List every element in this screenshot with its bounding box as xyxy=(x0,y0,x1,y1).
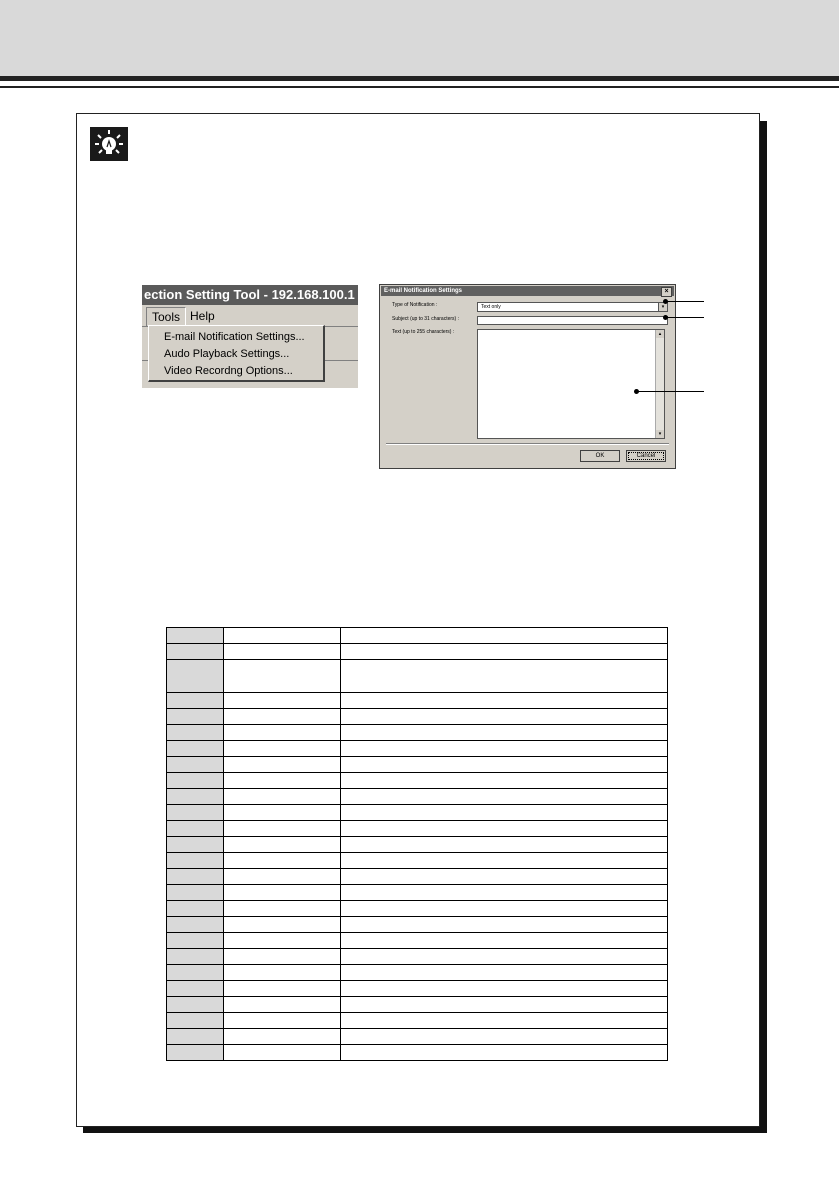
menu-tools[interactable]: Tools xyxy=(146,307,186,327)
table-cell xyxy=(341,709,668,725)
table-row xyxy=(167,741,668,757)
table-cell xyxy=(167,869,224,885)
table-cell xyxy=(341,949,668,965)
table-cell xyxy=(341,789,668,805)
menu-help[interactable]: Help xyxy=(190,309,215,323)
table-cell xyxy=(167,741,224,757)
table-row xyxy=(167,805,668,821)
table-cell xyxy=(167,773,224,789)
table-row xyxy=(167,709,668,725)
table-cell xyxy=(167,693,224,709)
table-cell xyxy=(224,628,341,644)
type-label: Type of Notification : xyxy=(392,302,438,308)
info-table xyxy=(166,627,668,1061)
table-cell xyxy=(224,773,341,789)
table-cell xyxy=(224,805,341,821)
menu-item-audio-playback[interactable]: Audo Playback Settings... xyxy=(164,348,290,360)
table-cell xyxy=(224,965,341,981)
table-cell xyxy=(224,644,341,660)
menu-bar xyxy=(142,305,358,327)
callout-line-text xyxy=(637,391,704,392)
dialog-divider xyxy=(386,443,669,445)
table-row xyxy=(167,789,668,805)
table-cell xyxy=(167,853,224,869)
table-cell xyxy=(224,949,341,965)
table-cell xyxy=(341,628,668,644)
table-row xyxy=(167,949,668,965)
notification-type-select[interactable] xyxy=(477,302,668,312)
table-cell xyxy=(224,821,341,837)
subject-label: Subject (up to 31 characters) : xyxy=(392,316,459,322)
table-cell xyxy=(167,949,224,965)
table-cell xyxy=(341,741,668,757)
table-cell xyxy=(341,805,668,821)
table-cell xyxy=(167,789,224,805)
table-row xyxy=(167,1029,668,1045)
table-cell xyxy=(341,644,668,660)
table-cell xyxy=(341,693,668,709)
menu-item-email-notification[interactable]: E-mail Notification Settings... xyxy=(164,331,305,343)
table-cell xyxy=(167,821,224,837)
table-cell xyxy=(224,901,341,917)
table-row xyxy=(167,821,668,837)
table-row xyxy=(167,917,668,933)
table-cell xyxy=(167,805,224,821)
ok-button[interactable]: OK xyxy=(580,450,620,462)
table-cell xyxy=(224,709,341,725)
table-cell xyxy=(167,1045,224,1061)
tools-dropdown xyxy=(148,325,325,382)
table-cell xyxy=(224,757,341,773)
table-cell xyxy=(167,885,224,901)
table-row xyxy=(167,933,668,949)
email-notification-dialog xyxy=(379,284,676,469)
app-title-bar: ection Setting Tool - 192.168.100.1 xyxy=(142,285,358,305)
table-cell xyxy=(224,725,341,741)
table-cell xyxy=(341,853,668,869)
table-row xyxy=(167,965,668,981)
table-row xyxy=(167,853,668,869)
header-rule-thin xyxy=(0,86,839,88)
notification-type-value: Text only xyxy=(481,304,501,310)
table-cell xyxy=(341,1029,668,1045)
table-cell xyxy=(167,725,224,741)
table-cell xyxy=(167,837,224,853)
dialog-title-bar: E-mail Notification Settings × xyxy=(381,286,674,296)
table-cell xyxy=(167,757,224,773)
header-band xyxy=(0,0,839,76)
table-cell xyxy=(341,933,668,949)
table-cell xyxy=(224,741,341,757)
table-cell xyxy=(341,997,668,1013)
menu-item-video-recording[interactable]: Video Recordng Options... xyxy=(164,365,293,377)
table-row xyxy=(167,981,668,997)
table-row xyxy=(167,757,668,773)
table-cell xyxy=(341,757,668,773)
table-cell xyxy=(167,901,224,917)
table-cell xyxy=(167,1029,224,1045)
table-cell xyxy=(341,981,668,997)
table-row xyxy=(167,660,668,693)
callout-line-type xyxy=(666,301,704,302)
chevron-down-icon[interactable]: ▾ xyxy=(658,303,667,311)
table-cell xyxy=(224,1029,341,1045)
table-row xyxy=(167,997,668,1013)
table-cell xyxy=(341,917,668,933)
table-cell xyxy=(224,981,341,997)
table-cell xyxy=(341,821,668,837)
scroll-down-icon[interactable]: ▾ xyxy=(656,430,664,438)
table-cell xyxy=(167,628,224,644)
table-cell xyxy=(341,773,668,789)
table-cell xyxy=(167,660,224,693)
table-cell xyxy=(224,693,341,709)
table-cell xyxy=(341,660,668,693)
table-row xyxy=(167,628,668,644)
table-cell xyxy=(224,933,341,949)
table-cell xyxy=(167,917,224,933)
table-cell xyxy=(341,885,668,901)
table-cell xyxy=(224,917,341,933)
callout-line-subject xyxy=(666,317,704,318)
table-cell xyxy=(341,725,668,741)
table-cell xyxy=(224,997,341,1013)
table-cell xyxy=(167,981,224,997)
table-cell xyxy=(224,1045,341,1061)
table-cell xyxy=(167,965,224,981)
text-label: Text (up to 255 characters) : xyxy=(392,329,455,335)
tools-menu-screenshot xyxy=(142,285,358,388)
table-cell xyxy=(167,933,224,949)
table-cell xyxy=(341,901,668,917)
table-cell xyxy=(224,853,341,869)
subject-input[interactable] xyxy=(477,316,668,325)
table-cell xyxy=(341,965,668,981)
scroll-up-icon[interactable]: ▴ xyxy=(656,330,664,338)
table-row xyxy=(167,869,668,885)
table-row xyxy=(167,885,668,901)
table-row xyxy=(167,725,668,741)
table-cell xyxy=(224,660,341,693)
table-cell xyxy=(167,1013,224,1029)
cancel-button[interactable]: Cancel xyxy=(626,450,666,462)
table-cell xyxy=(224,869,341,885)
table-row xyxy=(167,901,668,917)
table-cell xyxy=(341,1045,668,1061)
table-cell xyxy=(224,1013,341,1029)
table-row xyxy=(167,1045,668,1061)
table-cell xyxy=(167,644,224,660)
table-cell xyxy=(167,997,224,1013)
table-row xyxy=(167,644,668,660)
table-row xyxy=(167,1013,668,1029)
table-cell xyxy=(224,837,341,853)
table-row xyxy=(167,773,668,789)
table-cell xyxy=(341,869,668,885)
scrollbar[interactable] xyxy=(655,330,664,438)
table-row xyxy=(167,837,668,853)
table-row xyxy=(167,693,668,709)
close-icon[interactable]: × xyxy=(661,287,672,297)
table-cell xyxy=(341,837,668,853)
table-cell xyxy=(167,709,224,725)
message-text-area[interactable] xyxy=(477,329,665,439)
table-cell xyxy=(341,1013,668,1029)
table-cell xyxy=(224,789,341,805)
table-cell xyxy=(224,885,341,901)
header-rule xyxy=(0,76,839,81)
lightbulb-hint-icon xyxy=(90,127,128,161)
